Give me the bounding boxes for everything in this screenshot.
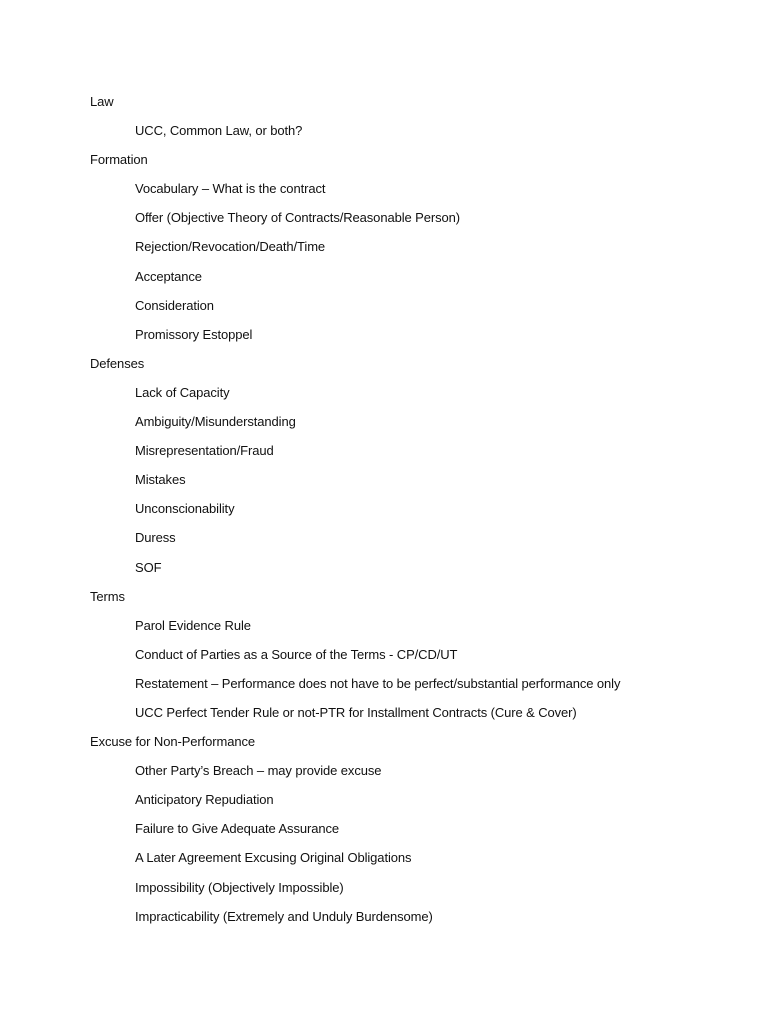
outline-subitem: Misrepresentation/Fraud — [135, 443, 274, 459]
outline-subitem: Unconscionability — [135, 501, 235, 517]
outline-subitem: UCC, Common Law, or both? — [135, 123, 303, 139]
outline-subitem: Other Party’s Breach – may provide excuse — [135, 763, 382, 779]
outline-subitem: Duress — [135, 530, 176, 546]
outline-subitem: Anticipatory Repudiation — [135, 792, 274, 808]
document-outline — [0, 93, 768, 937]
outline-subitem: Parol Evidence Rule — [135, 617, 251, 633]
outline-heading: Defenses — [90, 355, 145, 371]
outline-subitem: SOF — [135, 559, 162, 575]
outline-subitem: Promissory Estoppel — [135, 326, 253, 342]
outline-subitem: UCC Perfect Tender Rule or not-PTR for Installment Contracts (Cure & Cover) — [135, 704, 577, 720]
outline-subitem: A Later Agreement Excusing Original Obligations — [135, 850, 412, 866]
outline-subitem: Lack of Capacity — [135, 384, 230, 400]
outline-subitem: Vocabulary – What is the contract — [135, 181, 326, 197]
outline-subitem: Ambiguity/Misunderstanding — [135, 414, 296, 430]
outline-subitem: Conduct of Parties as a Source of the Terms - CP/CD/UT — [135, 646, 458, 662]
outline-subitem: Restatement – Performance does not have to be perfect/substantial performance only — [135, 675, 621, 691]
outline-subitem: Mistakes — [135, 472, 186, 488]
outline-subitem: Consideration — [135, 297, 214, 313]
outline-heading: Formation — [90, 152, 148, 168]
outline-subitem: Acceptance — [135, 268, 202, 284]
outline-heading: Law — [90, 94, 114, 109]
outline-subitem: Impracticability (Extremely and Unduly Burdensome) — [135, 908, 433, 924]
outline-subitem: Impossibility (Objectively Impossible) — [135, 879, 344, 895]
outline-subitem: Rejection/Revocation/Death/Time — [135, 239, 326, 255]
outline-subitem: Failure to Give Adequate Assurance — [135, 821, 340, 837]
outline-subitem: Offer (Objective Theory of Contracts/Reasonable Person) — [135, 210, 460, 226]
outline-heading: Excuse for Non-Performance — [90, 734, 256, 750]
outline-heading: Terms — [90, 588, 125, 604]
